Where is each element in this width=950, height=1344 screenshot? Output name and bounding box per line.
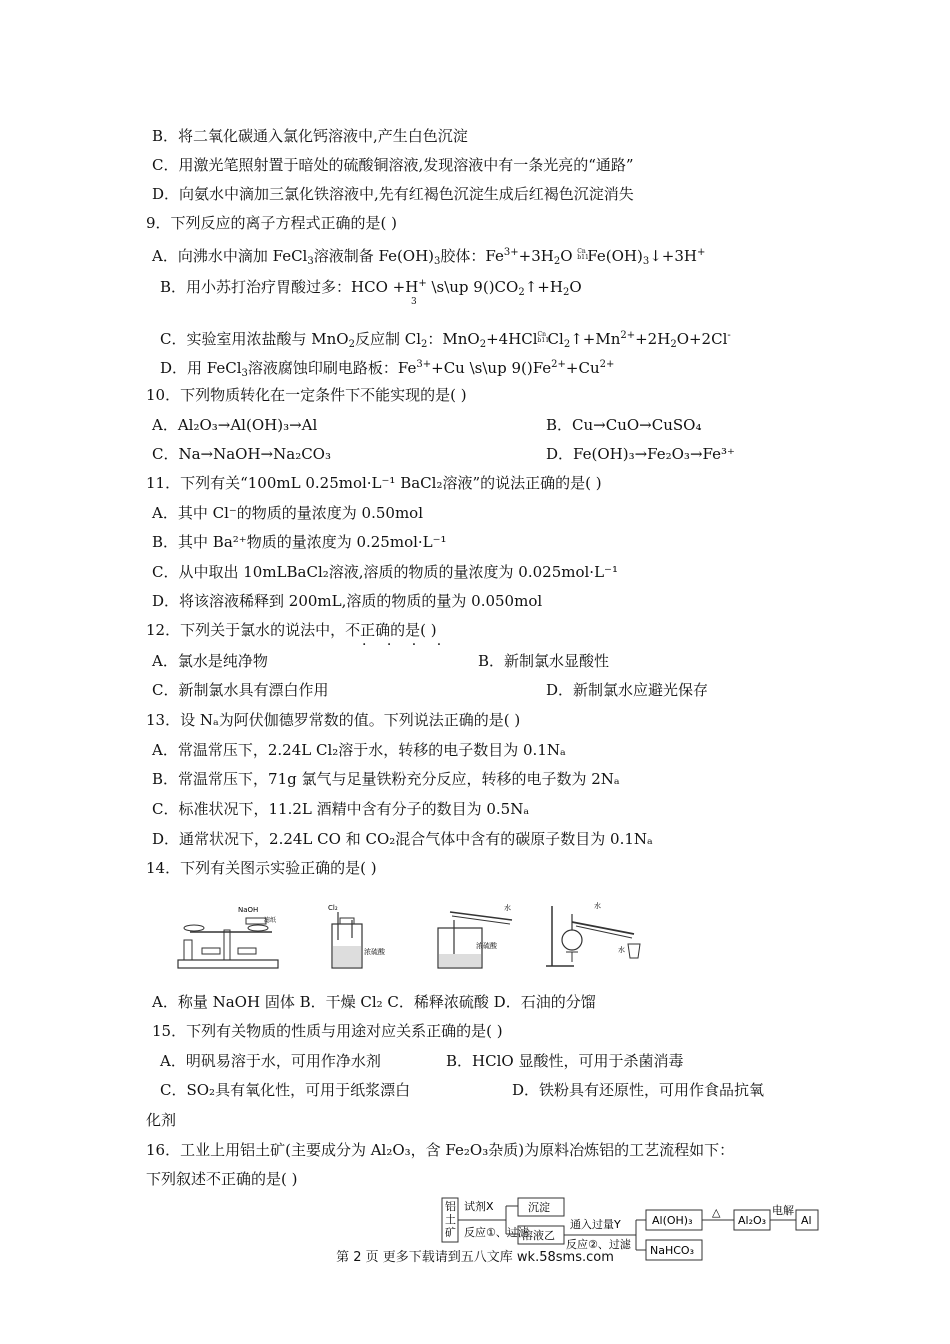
q13-option-a: A．常温常压下，2.24L Cl₂溶于水，转移的电子数目为 0.1Nₐ [152,741,566,759]
q9-option-b: B．用小苏打治疗胃酸过多：HCO +H+ \s\up $9()CO_2↑+H_2O$ [160,278,582,298]
distillation-figure [544,900,654,970]
q15-option-b: B．HClO 显酸性，可用于杀菌消毒 [446,1052,684,1070]
q9-option-c: C．实验室用浓盐酸与 MnO$_2$反应制 $Cl_2$：MnO$_2$+4HClCn $b11Cl_2↑+Mn^{2+}+2H_2O+2Cl^-$ [160,330,731,350]
heat-label: △ [712,1206,721,1219]
ore-char-1: 铝 [445,1200,456,1213]
q12-option-a: A．氯水是纯净物 [152,652,268,670]
q15-option-a: A．明矾易溶于水，可用作净水剂 [160,1052,381,1070]
q16-stem: 16．工业上用铝土矿(主要成分为 Al₂O₃，含 Fe₂O₃杂质)为原料冶炼铝的工艺流程如下： [146,1141,735,1159]
q13-option-c: C．标准状况下，11.2L 酒精中含有分子的数目为 0.5Nₐ [152,800,530,818]
ore-char-2: 土 [445,1213,456,1226]
q10-stem: 10．下列物质转化在一定条件下不能实现的是( ) [146,386,467,404]
q11-option-a: A．其中 Cl⁻的物质的量浓度为 0.50mol [152,504,424,522]
q10-option-c: C．Na→NaOH→Na₂CO₃ [152,445,331,463]
q10-option-b: B．Cu→CuO→CuSO₄ [546,416,702,434]
q9-option-a: A．向沸水中滴加 FeCl$_3$溶液制备 $Fe(OH)_3$胶体：$Fe^{3+}+3H_2O$ Cn $b11Fe(OH)_3↓+3H^+$ [152,247,706,267]
step2-label: 反应②、过滤 [566,1238,631,1251]
q8-option-c: C．用激光笔照射置于暗处的硫酸铜溶液,发现溶液中有一条光亮的“通路” [152,156,634,174]
q13-stem: 13．设 Nₐ为阿伏伽德罗常数的值。下列说法正确的是( ) [146,711,521,729]
q15-option-d: D．铁粉具有还原性，可用作食品抗氧 [512,1081,765,1099]
reagent-label: 试剂X [464,1200,494,1213]
q12-stem: 12．下列关于氯水的说法中，不正确的是( ) [146,621,437,639]
conc-h2so4-label-b: 浓硫酸 [476,942,497,950]
electrolysis-label: 电解 [772,1204,794,1217]
q16-sub: 下列叙述不正确的是( ) [146,1170,298,1188]
conc-h2so4-label-a: 浓硫酸 [364,948,385,956]
ore-char-3: 矿 [445,1226,456,1239]
water-label: 水 [504,904,511,912]
al-label: Al [801,1214,812,1227]
q12-option-b: B．新制氯水显酸性 [478,652,610,670]
nahco3-label: NaHCO₃ [650,1244,694,1257]
q9-b-subscript: 3 [411,297,417,307]
q9-option-d: D．用 FeCl$_3$溶液腐蚀印刷电路板：$Fe^{3+}+Cu$ \s\up $9()Fe^{2+}+Cu^{2+}$ [160,359,615,379]
al2o3-label: Al₂O₃ [738,1214,767,1227]
solution-label: 溶液乙 [522,1229,555,1242]
q8-option-b: B．将二氧化碳通入氯化钙溶液中,产生白色沉淀 [152,127,468,145]
water-label-2: 水 [594,902,601,910]
paper-label: 滤纸 [264,917,277,924]
q11-option-b: B．其中 Ba²⁺物质的量浓度为 0.25mol·L⁻¹ [152,533,447,551]
q15-option-c: C．SO₂具有氧化性，可用于纸浆漂白 [160,1081,411,1099]
q11-option-c: C．从中取出 10mLBaCl₂溶液,溶质的物质的量浓度为 0.025mol·L⁻¹ [152,563,618,581]
q14-options: A．称量 NaOH 固体 B．干燥 Cl₂ C．稀释浓硫酸 D．石油的分馏 [152,993,596,1011]
q13-option-b: B．常温常压下，71g 氯气与足量铁粉充分反应，转移的电子数为 2Nₐ [152,770,620,788]
balance-figure [172,900,292,976]
q15-stem: 15．下列有关物质的性质与用途对应关系正确的是( ) [152,1022,503,1040]
q12-option-d: D．新制氯水应避光保存 [546,681,709,699]
q10-option-d: D．Fe(OH)₃→Fe₂O₃→Fe³⁺ [546,445,735,463]
excess-y-label: 通入过量Y [570,1218,621,1231]
precipitate-label: 沉淀 [528,1201,550,1214]
q11-stem: 11．下列有关“100mL 0.25mol·L⁻¹ BaCl₂溶液”的说法正确的是( ) [146,474,602,492]
q11-option-d: D．将该溶液稀释到 200mL,溶质的物质的量为 0.050mol [152,592,543,610]
emphasis-dots: · · · · [362,637,450,653]
q13-option-d: D．通常状况下，2.24L CO 和 CO₂混合气体中含有的碳原子数目为 0.1Nₐ [152,830,653,848]
page-footer: 第 2 页 更多下载请到五八文库 wk.58sms.com [336,1250,614,1265]
water-label-3: 水 [618,946,625,954]
dilution-figure [432,900,522,976]
aloh3-label: Al(OH)₃ [652,1214,693,1227]
cl2-label: Cl₂ [328,904,338,912]
naoh-label: NaOH [238,906,259,914]
q10-option-a: A．Al₂O₃→Al(OH)₃→Al [152,416,318,434]
q9-stem: 9．下列反应的离子方程式正确的是( ) [146,214,398,232]
q15-option-d-cont: 化剂 [146,1111,177,1129]
gas-drying-figure [322,900,402,976]
q14-stem: 14．下列有关图示实验正确的是( ) [146,859,377,877]
q12-option-c: C．新制氯水具有漂白作用 [152,681,329,699]
step1-label: 反应①、过滤 [464,1226,529,1239]
q8-option-d: D．向氨水中滴加三氯化铁溶液中,先有红褐色沉淀生成后红褐色沉淀消失 [152,185,634,203]
